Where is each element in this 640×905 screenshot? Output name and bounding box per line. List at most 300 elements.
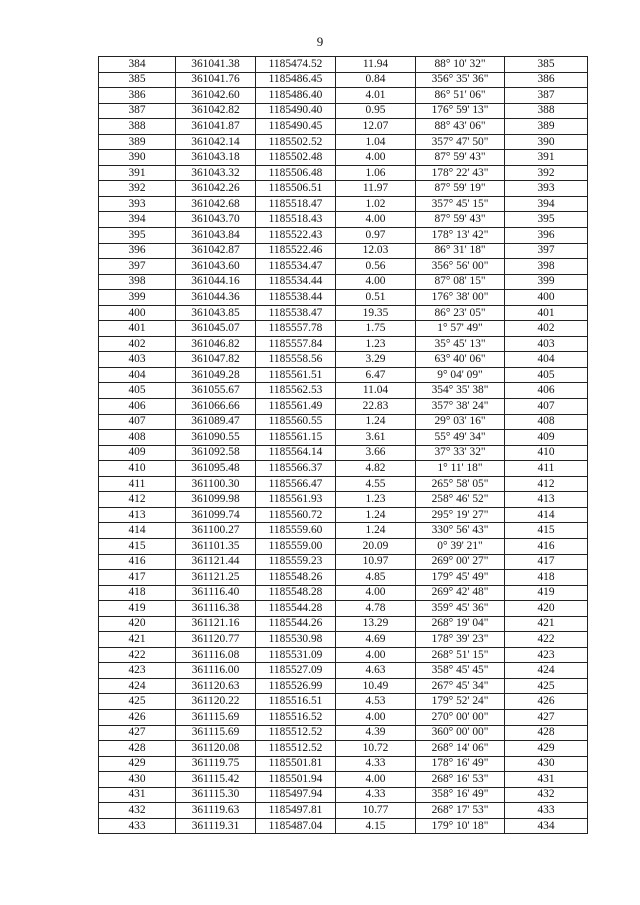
next-point-cell: 426 xyxy=(505,694,588,710)
x-coordinate-cell: 361116.38 xyxy=(176,601,256,617)
point-number-cell: 414 xyxy=(99,523,176,539)
table-row xyxy=(99,678,588,694)
x-coordinate-cell: 361043.85 xyxy=(176,305,256,321)
distance-cell: 1.04 xyxy=(336,134,416,150)
bearing-cell: 265° 58' 05" xyxy=(416,476,505,492)
point-number-cell: 395 xyxy=(99,228,176,244)
distance-cell: 4.01 xyxy=(336,88,416,104)
x-coordinate-cell: 361119.31 xyxy=(176,818,256,834)
table-row xyxy=(99,290,588,306)
x-coordinate-cell: 361049.28 xyxy=(176,367,256,383)
table-row xyxy=(99,538,588,554)
bearing-cell: 358° 16' 49" xyxy=(416,787,505,803)
next-point-cell: 409 xyxy=(505,430,588,446)
x-coordinate-cell: 361043.32 xyxy=(176,165,256,181)
bearing-cell: 0° 39' 21" xyxy=(416,538,505,554)
x-coordinate-cell: 361041.38 xyxy=(176,57,256,73)
distance-cell: 1.24 xyxy=(336,414,416,430)
table-row xyxy=(99,632,588,648)
distance-cell: 3.29 xyxy=(336,352,416,368)
table-row xyxy=(99,103,588,119)
bearing-cell: 178° 39' 23" xyxy=(416,632,505,648)
y-coordinate-cell: 1185561.51 xyxy=(256,367,336,383)
point-number-cell: 397 xyxy=(99,259,176,275)
distance-cell: 4.63 xyxy=(336,663,416,679)
x-coordinate-cell: 361043.18 xyxy=(176,150,256,166)
x-coordinate-cell: 361100.30 xyxy=(176,476,256,492)
point-number-cell: 429 xyxy=(99,756,176,772)
bearing-cell: 360° 00' 00" xyxy=(416,725,505,741)
distance-cell: 4.00 xyxy=(336,772,416,788)
distance-cell: 10.97 xyxy=(336,554,416,570)
x-coordinate-cell: 361055.67 xyxy=(176,383,256,399)
point-number-cell: 389 xyxy=(99,134,176,150)
x-coordinate-cell: 361121.25 xyxy=(176,570,256,586)
y-coordinate-cell: 1185497.81 xyxy=(256,803,336,819)
y-coordinate-cell: 1185559.00 xyxy=(256,538,336,554)
table-row xyxy=(99,554,588,570)
table-row xyxy=(99,445,588,461)
y-coordinate-cell: 1185559.23 xyxy=(256,554,336,570)
distance-cell: 0.97 xyxy=(336,228,416,244)
next-point-cell: 407 xyxy=(505,399,588,415)
x-coordinate-cell: 361120.22 xyxy=(176,694,256,710)
y-coordinate-cell: 1185557.84 xyxy=(256,336,336,352)
bearing-cell: 179° 45' 49" xyxy=(416,570,505,586)
next-point-cell: 402 xyxy=(505,321,588,337)
point-number-cell: 393 xyxy=(99,196,176,212)
x-coordinate-cell: 361066.66 xyxy=(176,399,256,415)
bearing-cell: 356° 56' 00" xyxy=(416,259,505,275)
bearing-cell: 178° 13' 42" xyxy=(416,228,505,244)
table-row xyxy=(99,134,588,150)
bearing-cell: 176° 59' 13" xyxy=(416,103,505,119)
next-point-cell: 404 xyxy=(505,352,588,368)
point-number-cell: 402 xyxy=(99,336,176,352)
table-row xyxy=(99,72,588,88)
x-coordinate-cell: 361047.82 xyxy=(176,352,256,368)
x-coordinate-cell: 361042.82 xyxy=(176,103,256,119)
x-coordinate-cell: 361095.48 xyxy=(176,461,256,477)
next-point-cell: 397 xyxy=(505,243,588,259)
x-coordinate-cell: 361044.16 xyxy=(176,274,256,290)
y-coordinate-cell: 1185566.47 xyxy=(256,476,336,492)
x-coordinate-cell: 361115.69 xyxy=(176,725,256,741)
point-number-cell: 433 xyxy=(99,818,176,834)
point-number-cell: 426 xyxy=(99,709,176,725)
point-number-cell: 399 xyxy=(99,290,176,306)
point-number-cell: 396 xyxy=(99,243,176,259)
point-number-cell: 387 xyxy=(99,103,176,119)
distance-cell: 0.51 xyxy=(336,290,416,306)
x-coordinate-cell: 361121.16 xyxy=(176,616,256,632)
distance-cell: 4.82 xyxy=(336,461,416,477)
bearing-cell: 176° 38' 00" xyxy=(416,290,505,306)
x-coordinate-cell: 361092.58 xyxy=(176,445,256,461)
point-number-cell: 415 xyxy=(99,538,176,554)
bearing-cell: 1° 11' 18" xyxy=(416,461,505,477)
point-number-cell: 421 xyxy=(99,632,176,648)
y-coordinate-cell: 1185518.43 xyxy=(256,212,336,228)
next-point-cell: 400 xyxy=(505,290,588,306)
table-row xyxy=(99,274,588,290)
distance-cell: 4.00 xyxy=(336,212,416,228)
table-row xyxy=(99,305,588,321)
next-point-cell: 411 xyxy=(505,461,588,477)
point-number-cell: 420 xyxy=(99,616,176,632)
bearing-cell: 268° 17' 53" xyxy=(416,803,505,819)
coordinates-table-body xyxy=(99,57,588,834)
y-coordinate-cell: 1185516.52 xyxy=(256,709,336,725)
y-coordinate-cell: 1185544.26 xyxy=(256,616,336,632)
point-number-cell: 425 xyxy=(99,694,176,710)
y-coordinate-cell: 1185506.51 xyxy=(256,181,336,197)
page-number: 9 xyxy=(316,34,324,49)
bearing-cell: 295° 19' 27" xyxy=(416,507,505,523)
x-coordinate-cell: 361042.87 xyxy=(176,243,256,259)
point-number-cell: 431 xyxy=(99,787,176,803)
next-point-cell: 385 xyxy=(505,57,588,73)
distance-cell: 4.39 xyxy=(336,725,416,741)
point-number-cell: 409 xyxy=(99,445,176,461)
bearing-cell: 357° 45' 15" xyxy=(416,196,505,212)
bearing-cell: 1° 57' 49" xyxy=(416,321,505,337)
distance-cell: 1.24 xyxy=(336,523,416,539)
next-point-cell: 430 xyxy=(505,756,588,772)
table-row xyxy=(99,523,588,539)
y-coordinate-cell: 1185548.26 xyxy=(256,570,336,586)
x-coordinate-cell: 361043.60 xyxy=(176,259,256,275)
x-coordinate-cell: 361099.98 xyxy=(176,492,256,508)
x-coordinate-cell: 361042.26 xyxy=(176,181,256,197)
y-coordinate-cell: 1185501.81 xyxy=(256,756,336,772)
y-coordinate-cell: 1185534.47 xyxy=(256,259,336,275)
next-point-cell: 432 xyxy=(505,787,588,803)
next-point-cell: 396 xyxy=(505,228,588,244)
next-point-cell: 405 xyxy=(505,367,588,383)
y-coordinate-cell: 1185501.94 xyxy=(256,772,336,788)
next-point-cell: 423 xyxy=(505,647,588,663)
distance-cell: 10.72 xyxy=(336,741,416,757)
next-point-cell: 389 xyxy=(505,119,588,135)
table-row xyxy=(99,772,588,788)
table-row xyxy=(99,212,588,228)
point-number-cell: 388 xyxy=(99,119,176,135)
distance-cell: 1.23 xyxy=(336,492,416,508)
coordinates-table xyxy=(98,56,588,834)
distance-cell: 19.35 xyxy=(336,305,416,321)
y-coordinate-cell: 1185490.45 xyxy=(256,119,336,135)
next-point-cell: 433 xyxy=(505,803,588,819)
bearing-cell: 86° 31' 18" xyxy=(416,243,505,259)
point-number-cell: 422 xyxy=(99,647,176,663)
next-point-cell: 387 xyxy=(505,88,588,104)
point-number-cell: 418 xyxy=(99,585,176,601)
table-row xyxy=(99,585,588,601)
bearing-cell: 87° 59' 43" xyxy=(416,212,505,228)
table-row xyxy=(99,165,588,181)
point-number-cell: 386 xyxy=(99,88,176,104)
distance-cell: 3.61 xyxy=(336,430,416,446)
bearing-cell: 357° 47' 50" xyxy=(416,134,505,150)
y-coordinate-cell: 1185564.14 xyxy=(256,445,336,461)
table-row xyxy=(99,243,588,259)
bearing-cell: 269° 42' 48" xyxy=(416,585,505,601)
point-number-cell: 401 xyxy=(99,321,176,337)
next-point-cell: 392 xyxy=(505,165,588,181)
y-coordinate-cell: 1185560.55 xyxy=(256,414,336,430)
distance-cell: 4.00 xyxy=(336,709,416,725)
x-coordinate-cell: 361115.30 xyxy=(176,787,256,803)
table-row xyxy=(99,181,588,197)
table-row xyxy=(99,616,588,632)
x-coordinate-cell: 361043.70 xyxy=(176,212,256,228)
table-row xyxy=(99,88,588,104)
distance-cell: 4.33 xyxy=(336,787,416,803)
point-number-cell: 391 xyxy=(99,165,176,181)
bearing-cell: 258° 46' 52" xyxy=(416,492,505,508)
distance-cell: 20.09 xyxy=(336,538,416,554)
table-row xyxy=(99,399,588,415)
next-point-cell: 408 xyxy=(505,414,588,430)
x-coordinate-cell: 361090.55 xyxy=(176,430,256,446)
next-point-cell: 428 xyxy=(505,725,588,741)
bearing-cell: 63° 40' 06" xyxy=(416,352,505,368)
y-coordinate-cell: 1185526.99 xyxy=(256,678,336,694)
bearing-cell: 9° 04' 09" xyxy=(416,367,505,383)
table-row xyxy=(99,414,588,430)
bearing-cell: 330° 56' 43" xyxy=(416,523,505,539)
distance-cell: 3.66 xyxy=(336,445,416,461)
point-number-cell: 390 xyxy=(99,150,176,166)
y-coordinate-cell: 1185497.94 xyxy=(256,787,336,803)
x-coordinate-cell: 361101.35 xyxy=(176,538,256,554)
bearing-cell: 87° 59' 43" xyxy=(416,150,505,166)
x-coordinate-cell: 361042.14 xyxy=(176,134,256,150)
x-coordinate-cell: 361116.40 xyxy=(176,585,256,601)
next-point-cell: 425 xyxy=(505,678,588,694)
next-point-cell: 391 xyxy=(505,150,588,166)
y-coordinate-cell: 1185530.98 xyxy=(256,632,336,648)
bearing-cell: 268° 19' 04" xyxy=(416,616,505,632)
distance-cell: 4.55 xyxy=(336,476,416,492)
point-number-cell: 432 xyxy=(99,803,176,819)
x-coordinate-cell: 361120.77 xyxy=(176,632,256,648)
bearing-cell: 354° 35' 38" xyxy=(416,383,505,399)
table-row xyxy=(99,336,588,352)
next-point-cell: 414 xyxy=(505,507,588,523)
distance-cell: 13.29 xyxy=(336,616,416,632)
point-number-cell: 413 xyxy=(99,507,176,523)
next-point-cell: 390 xyxy=(505,134,588,150)
bearing-cell: 269° 00' 27" xyxy=(416,554,505,570)
table-row xyxy=(99,570,588,586)
y-coordinate-cell: 1185502.52 xyxy=(256,134,336,150)
distance-cell: 10.77 xyxy=(336,803,416,819)
x-coordinate-cell: 361043.84 xyxy=(176,228,256,244)
next-point-cell: 434 xyxy=(505,818,588,834)
y-coordinate-cell: 1185566.37 xyxy=(256,461,336,477)
y-coordinate-cell: 1185557.78 xyxy=(256,321,336,337)
point-number-cell: 423 xyxy=(99,663,176,679)
bearing-cell: 86° 23' 05" xyxy=(416,305,505,321)
next-point-cell: 427 xyxy=(505,709,588,725)
bearing-cell: 270° 00' 00" xyxy=(416,709,505,725)
next-point-cell: 410 xyxy=(505,445,588,461)
distance-cell: 4.69 xyxy=(336,632,416,648)
next-point-cell: 393 xyxy=(505,181,588,197)
y-coordinate-cell: 1185548.28 xyxy=(256,585,336,601)
x-coordinate-cell: 361116.00 xyxy=(176,663,256,679)
bearing-cell: 178° 16' 49" xyxy=(416,756,505,772)
y-coordinate-cell: 1185474.52 xyxy=(256,57,336,73)
y-coordinate-cell: 1185561.15 xyxy=(256,430,336,446)
bearing-cell: 35° 45' 13" xyxy=(416,336,505,352)
distance-cell: 11.94 xyxy=(336,57,416,73)
distance-cell: 10.49 xyxy=(336,678,416,694)
table-row xyxy=(99,150,588,166)
y-coordinate-cell: 1185534.44 xyxy=(256,274,336,290)
next-point-cell: 419 xyxy=(505,585,588,601)
point-number-cell: 392 xyxy=(99,181,176,197)
next-point-cell: 429 xyxy=(505,741,588,757)
point-number-cell: 417 xyxy=(99,570,176,586)
next-point-cell: 418 xyxy=(505,570,588,586)
x-coordinate-cell: 361042.68 xyxy=(176,196,256,212)
next-point-cell: 421 xyxy=(505,616,588,632)
next-point-cell: 401 xyxy=(505,305,588,321)
y-coordinate-cell: 1185522.43 xyxy=(256,228,336,244)
bearing-cell: 268° 14' 06" xyxy=(416,741,505,757)
point-number-cell: 408 xyxy=(99,430,176,446)
y-coordinate-cell: 1185502.48 xyxy=(256,150,336,166)
next-point-cell: 398 xyxy=(505,259,588,275)
x-coordinate-cell: 361100.27 xyxy=(176,523,256,539)
distance-cell: 11.97 xyxy=(336,181,416,197)
distance-cell: 22.83 xyxy=(336,399,416,415)
distance-cell: 1.06 xyxy=(336,165,416,181)
x-coordinate-cell: 361119.75 xyxy=(176,756,256,772)
y-coordinate-cell: 1185559.60 xyxy=(256,523,336,539)
distance-cell: 12.07 xyxy=(336,119,416,135)
point-number-cell: 424 xyxy=(99,678,176,694)
next-point-cell: 422 xyxy=(505,632,588,648)
distance-cell: 4.00 xyxy=(336,150,416,166)
distance-cell: 4.85 xyxy=(336,570,416,586)
bearing-cell: 88° 10' 32" xyxy=(416,57,505,73)
point-number-cell: 385 xyxy=(99,72,176,88)
y-coordinate-cell: 1185486.40 xyxy=(256,88,336,104)
bearing-cell: 268° 51' 15" xyxy=(416,647,505,663)
y-coordinate-cell: 1185486.45 xyxy=(256,72,336,88)
distance-cell: 1.23 xyxy=(336,336,416,352)
point-number-cell: 430 xyxy=(99,772,176,788)
table-row xyxy=(99,787,588,803)
bearing-cell: 267° 45' 34" xyxy=(416,678,505,694)
point-number-cell: 406 xyxy=(99,399,176,415)
distance-cell: 4.15 xyxy=(336,818,416,834)
table-row xyxy=(99,663,588,679)
x-coordinate-cell: 361115.42 xyxy=(176,772,256,788)
next-point-cell: 416 xyxy=(505,538,588,554)
y-coordinate-cell: 1185531.09 xyxy=(256,647,336,663)
table-row xyxy=(99,196,588,212)
bearing-cell: 29° 03' 16" xyxy=(416,414,505,430)
next-point-cell: 415 xyxy=(505,523,588,539)
bearing-cell: 356° 35' 36" xyxy=(416,72,505,88)
point-number-cell: 428 xyxy=(99,741,176,757)
distance-cell: 4.00 xyxy=(336,647,416,663)
point-number-cell: 405 xyxy=(99,383,176,399)
x-coordinate-cell: 361041.76 xyxy=(176,72,256,88)
table-row xyxy=(99,321,588,337)
distance-cell: 4.33 xyxy=(336,756,416,772)
point-number-cell: 394 xyxy=(99,212,176,228)
bearing-cell: 87° 08' 15" xyxy=(416,274,505,290)
table-row xyxy=(99,57,588,73)
point-number-cell: 416 xyxy=(99,554,176,570)
bearing-cell: 88° 43' 06" xyxy=(416,119,505,135)
x-coordinate-cell: 361089.47 xyxy=(176,414,256,430)
y-coordinate-cell: 1185512.52 xyxy=(256,725,336,741)
table-row xyxy=(99,725,588,741)
point-number-cell: 427 xyxy=(99,725,176,741)
table-row xyxy=(99,803,588,819)
table-row xyxy=(99,383,588,399)
x-coordinate-cell: 361046.82 xyxy=(176,336,256,352)
table-row xyxy=(99,647,588,663)
next-point-cell: 424 xyxy=(505,663,588,679)
next-point-cell: 388 xyxy=(505,103,588,119)
x-coordinate-cell: 361099.74 xyxy=(176,507,256,523)
y-coordinate-cell: 1185506.48 xyxy=(256,165,336,181)
table-row xyxy=(99,352,588,368)
y-coordinate-cell: 1185516.51 xyxy=(256,694,336,710)
x-coordinate-cell: 361119.63 xyxy=(176,803,256,819)
y-coordinate-cell: 1185562.53 xyxy=(256,383,336,399)
table-row xyxy=(99,507,588,523)
table-row xyxy=(99,601,588,617)
point-number-cell: 412 xyxy=(99,492,176,508)
y-coordinate-cell: 1185512.52 xyxy=(256,741,336,757)
next-point-cell: 417 xyxy=(505,554,588,570)
bearing-cell: 179° 10' 18" xyxy=(416,818,505,834)
next-point-cell: 403 xyxy=(505,336,588,352)
y-coordinate-cell: 1185538.47 xyxy=(256,305,336,321)
next-point-cell: 420 xyxy=(505,601,588,617)
table-row xyxy=(99,119,588,135)
next-point-cell: 431 xyxy=(505,772,588,788)
y-coordinate-cell: 1185518.47 xyxy=(256,196,336,212)
point-number-cell: 411 xyxy=(99,476,176,492)
distance-cell: 0.56 xyxy=(336,259,416,275)
x-coordinate-cell: 361116.08 xyxy=(176,647,256,663)
distance-cell: 1.24 xyxy=(336,507,416,523)
point-number-cell: 398 xyxy=(99,274,176,290)
point-number-cell: 404 xyxy=(99,367,176,383)
bearing-cell: 86° 51' 06" xyxy=(416,88,505,104)
table-row xyxy=(99,259,588,275)
y-coordinate-cell: 1185522.46 xyxy=(256,243,336,259)
x-coordinate-cell: 361045.07 xyxy=(176,321,256,337)
table-row xyxy=(99,818,588,834)
next-point-cell: 406 xyxy=(505,383,588,399)
table-row xyxy=(99,228,588,244)
point-number-cell: 384 xyxy=(99,57,176,73)
table-row xyxy=(99,756,588,772)
x-coordinate-cell: 361042.60 xyxy=(176,88,256,104)
bearing-cell: 37° 33' 32" xyxy=(416,445,505,461)
